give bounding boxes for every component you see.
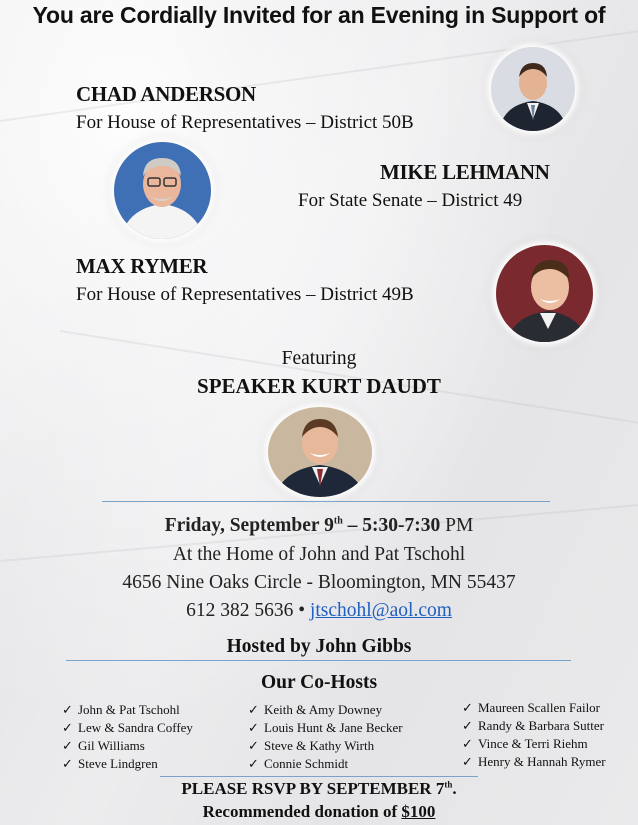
event-location: At the Home of John and Pat Tschohl (172, 544, 466, 565)
checkmark-icon: ✓ (248, 720, 259, 735)
cohost-name: Gil Williams (78, 738, 145, 753)
event-time: – 5:30-7:30 (342, 515, 441, 536)
featuring-name: SPEAKER KURT DAUDT (197, 374, 441, 398)
candidate-name-max-rymer: MAX RYMER (76, 254, 208, 278)
cohost-name: Vince & Terri Riehm (478, 736, 588, 751)
donation-amount: $100 (401, 802, 436, 821)
rsvp-deadline (0, 779, 638, 799)
checkmark-icon: ✓ (62, 738, 73, 753)
checkmark-icon: ✓ (462, 754, 473, 769)
checkmark-icon: ✓ (248, 738, 259, 753)
cohost-item (462, 700, 606, 718)
event-date: Friday, September 9 (164, 515, 334, 536)
cohost-item (462, 718, 606, 736)
divider-rule (66, 660, 571, 661)
event-phone: 612 382 5636 (186, 600, 294, 621)
cohost-name: Keith & Amy Downey (264, 702, 383, 717)
cohost-item (248, 756, 403, 774)
cohost-item (62, 756, 193, 774)
cohost-name: Lew & Sandra Coffey (78, 720, 193, 735)
cohost-name: Louis Hunt & Jane Becker (264, 720, 403, 735)
mike-lehmann-photo (114, 142, 211, 239)
event-contact (0, 600, 638, 622)
hosted-by: Hosted by John Gibbs (226, 636, 412, 657)
event-ampm: PM (440, 515, 474, 536)
checkmark-icon: ✓ (462, 718, 473, 733)
candidate-name-chad-anderson: CHAD ANDERSON (76, 82, 256, 106)
candidate-office-chad-anderson: For House of Representatives – District 50B (76, 112, 414, 133)
candidate-office-mike-lehmann: For State Senate – District 49 (298, 190, 523, 211)
featuring-label: Featuring (281, 348, 357, 369)
checkmark-icon: ✓ (62, 702, 73, 717)
cohost-name: Connie Schmidt (264, 756, 349, 771)
cohosts-column-2 (248, 702, 403, 774)
cohost-name: Maureen Scallen Failor (478, 700, 601, 715)
cohost-name: Randy & Barbara Sutter (478, 718, 604, 733)
cohost-name: John & Pat Tschohl (78, 702, 180, 717)
checkmark-icon: ✓ (462, 700, 473, 715)
checkmark-icon: ✓ (248, 702, 259, 717)
divider-rule (160, 776, 478, 777)
cohost-item (62, 738, 193, 756)
donation-text: Recommended donation of (202, 802, 402, 821)
contact-separator: • (293, 600, 310, 621)
cohosts-column-1 (62, 702, 193, 774)
event-date-time (0, 515, 638, 537)
cohost-item (62, 702, 193, 720)
max-rymer-photo (496, 245, 593, 342)
cohost-name: Steve Lindgren (78, 756, 158, 771)
rsvp-date-suffix: th (444, 779, 453, 790)
cohosts-heading: Our Co-Hosts (260, 672, 378, 693)
rsvp-end: . (452, 779, 457, 798)
donation-line (0, 802, 638, 822)
event-address: 4656 Nine Oaks Circle - Bloomington, MN 55437 (122, 572, 516, 593)
event-email-link[interactable]: jtschohl@aol.com (309, 600, 452, 621)
cohosts-column-3 (462, 700, 606, 772)
cohost-name: Henry & Hannah Rymer (478, 754, 606, 769)
candidate-office-max-rymer: For House of Representatives – District 49B (76, 284, 414, 305)
invitation-title: You are Cordially Invited for an Evening in Support of (32, 2, 606, 28)
checkmark-icon: ✓ (248, 756, 259, 771)
event-date-suffix: th (333, 515, 343, 527)
checkmark-icon: ✓ (62, 756, 73, 771)
checkmark-icon: ✓ (462, 736, 473, 751)
cohost-item (248, 720, 403, 738)
cohost-item (462, 736, 606, 754)
chad-anderson-photo (491, 47, 575, 131)
rsvp-text: PLEASE RSVP BY SEPTEMBER 7 (181, 779, 445, 798)
checkmark-icon: ✓ (62, 720, 73, 735)
candidate-name-mike-lehmann: MIKE LEHMANN (380, 160, 550, 184)
kurt-daudt-photo (268, 407, 372, 497)
cohost-name: Steve & Kathy Wirth (264, 738, 375, 753)
cohost-item (248, 702, 403, 720)
cohost-item (462, 754, 606, 772)
cohost-item (62, 720, 193, 738)
divider-rule (102, 501, 550, 502)
cohost-item (248, 738, 403, 756)
